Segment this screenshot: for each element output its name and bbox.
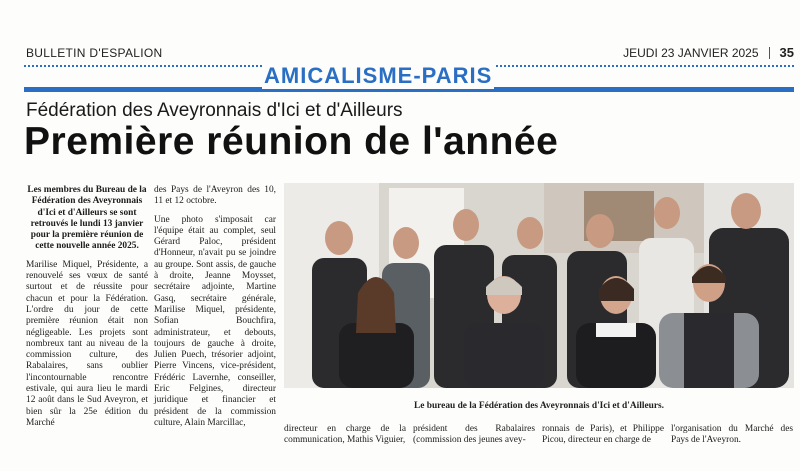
photo-caption: Le bureau de la Fédération des Aveyronnais d'Ici et d'Ailleurs. <box>413 401 664 411</box>
article-paragraph: des Pays de l'Aveyron des 10, 11 et 12 octobre. <box>154 185 276 207</box>
section-rubric: AMICALISME-PARIS <box>264 63 493 88</box>
article-column-1 <box>26 185 148 436</box>
article-paragraph: Marilise Miquel, Présidente, a renouvelé ses vœux de santé surtout et de réussite pour chacun et pour la Fédération. L'ordre du jour de cette première réunion était non négligeable. Les projets sont nombreux tant au niveau de la commission culture, des Rabalaires, sans oublier l'incontournable rencontre estivale, qui aura lieu le mardi 12 août dans le Sud Aveyron, et bien sûr la 25e édition du Marché <box>26 259 148 428</box>
article-column-3: directeur en charge de la communication, Mathis Viguier, <box>284 424 406 446</box>
group-photo-illustration <box>284 183 794 388</box>
article-column-2 <box>154 185 276 436</box>
article-column-5: ronnais de Paris), et Philippe Picou, directeur en charge de <box>542 424 664 446</box>
article-headline: Première réunion de l'année <box>24 120 559 163</box>
group-photo <box>284 183 794 388</box>
article-kicker: Fédération des Aveyronnais d'Ici et d'Ailleurs <box>26 100 403 121</box>
publication-name: BULLETIN D'ESPALION <box>26 46 163 60</box>
article-column-6: l'organisation du Marché des Pays de l'Aveyron. <box>671 424 793 446</box>
issue-date: JEUDI 23 JANVIER 2025 <box>623 45 759 60</box>
header-divider <box>769 47 770 59</box>
article-paragraph: Une photo s'imposait car l'équipe était au complet, seul Gérard Paloc, président d'Honneur, n'avait pu se joindre au groupe. Sont assis, de gauche à droite, Jeanne Moysset, secrétaire adjointe, Martine Gasq, secrétaire générale, Marilise Miquel, présidente, Sofian Bouchfira, administrateur, et debouts, toujours de gauche à droite, Julien Puech, trésorier adjoint, Pierre Vincens, vice-président, Frédéric Lavernhe, conseiller, Eric Felgines, directeur juridique et financier et président de la commission culture, Alain Marcillac, <box>154 214 276 428</box>
page-header-right <box>623 45 794 60</box>
page-number: 35 <box>779 45 794 60</box>
article-column-4: président des Rabalaires (commission des jeunes avey- <box>413 424 535 446</box>
article-lead: Les membres du Bureau de la Fédération des Aveyronnais d'Ici et d'Ailleurs se sont retrouvés le lundi 13 janvier pour la première réunion de cette nouvelle année 2025. <box>27 185 147 252</box>
